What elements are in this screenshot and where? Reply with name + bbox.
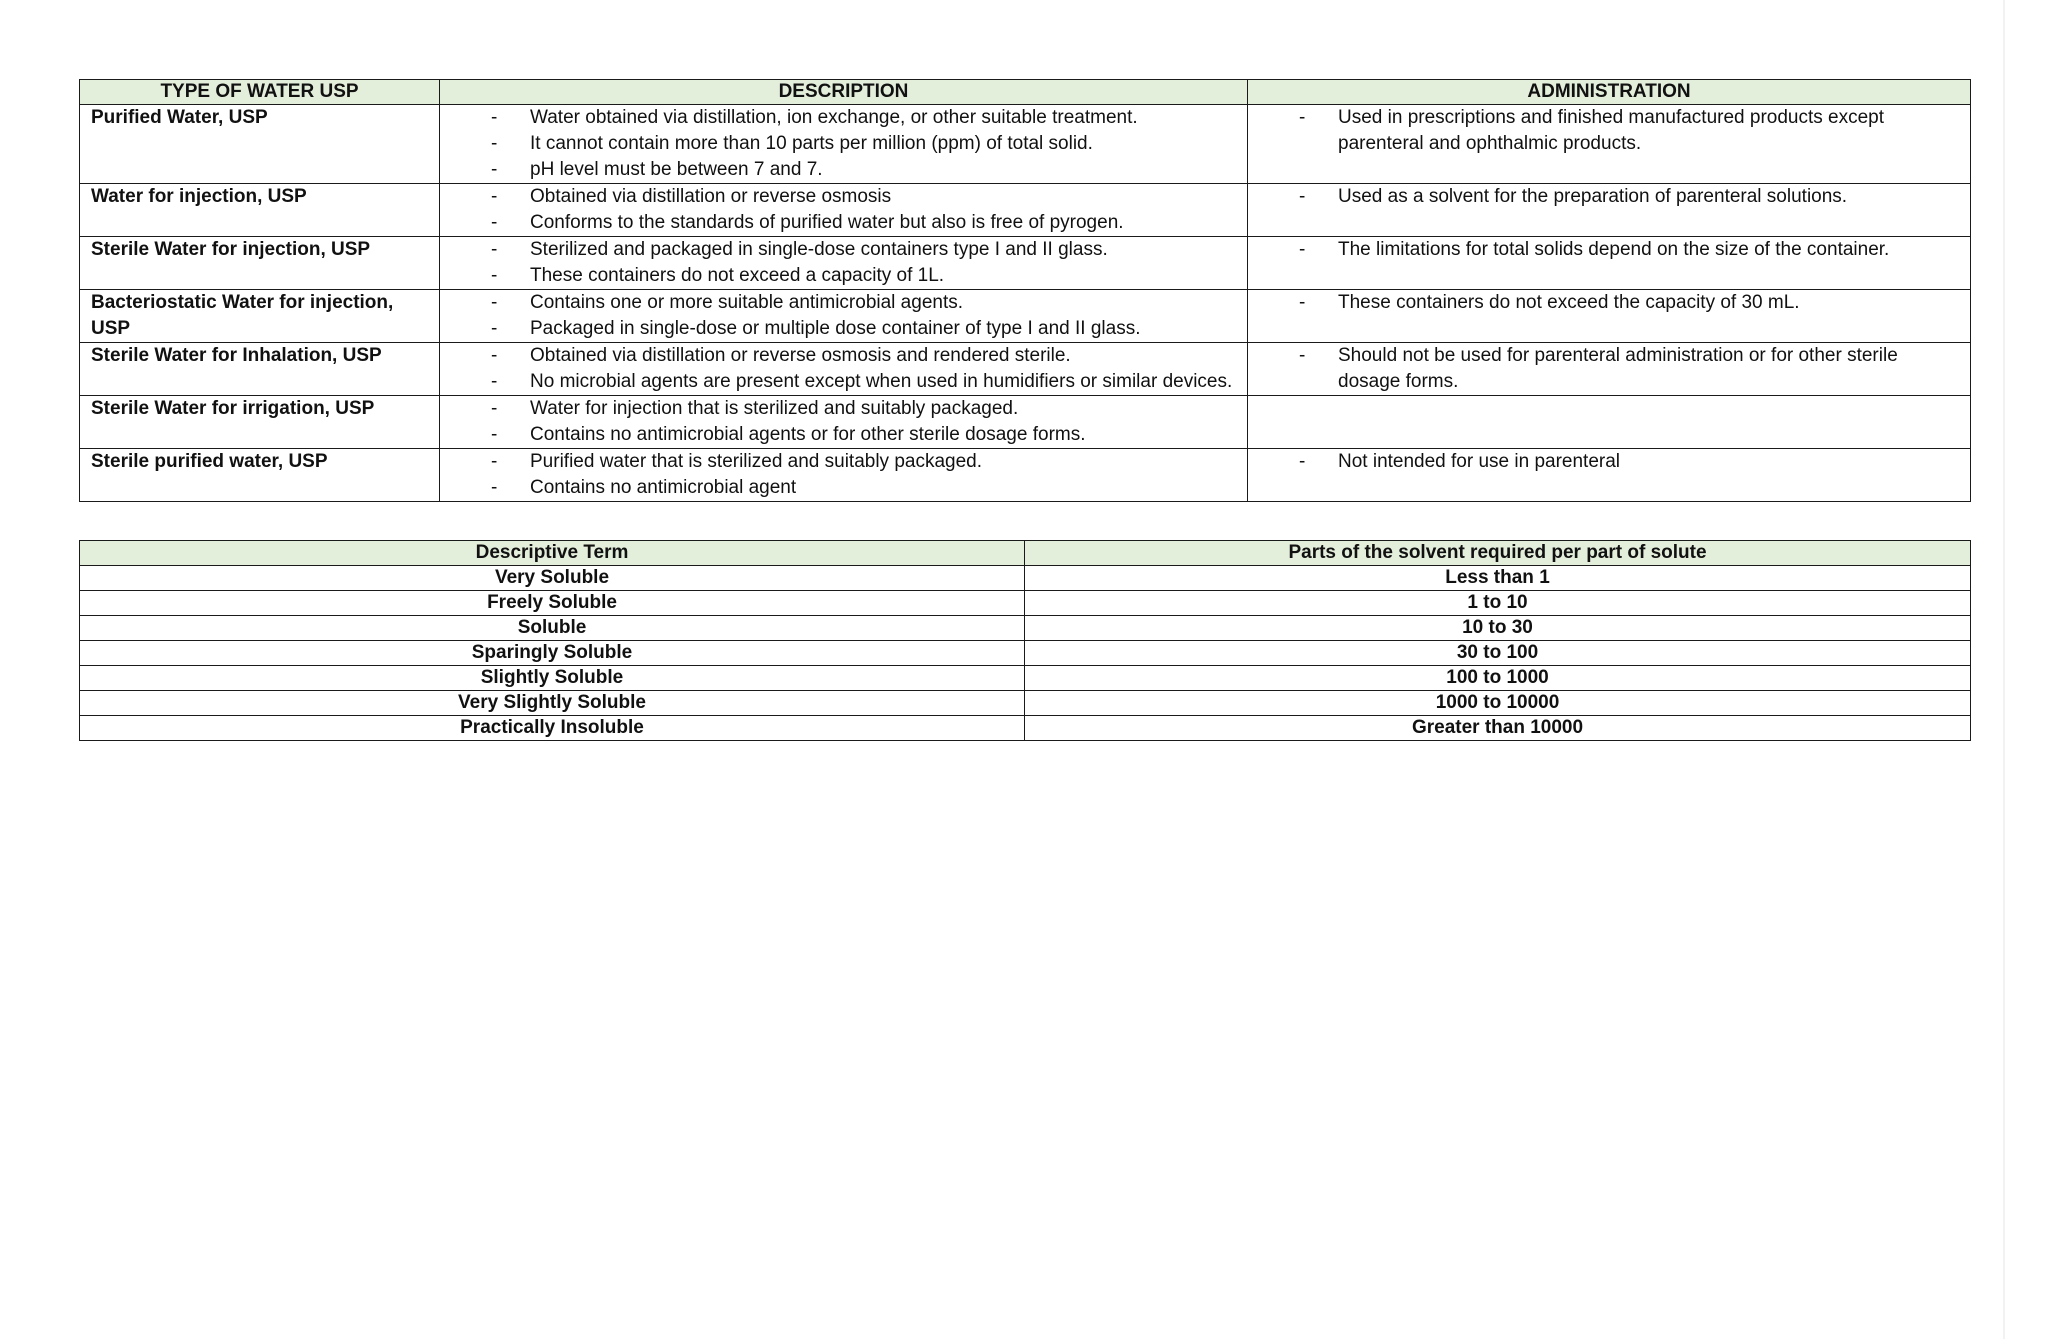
table-row	[80, 591, 1971, 616]
table-row	[80, 691, 1971, 716]
description-item: - Packaged in single-dose or multiple dose container of type I and II glass.	[440, 316, 1247, 342]
parts-of-solvent: 100 to 1000	[1025, 666, 1971, 691]
description-item: - It cannot contain more than 10 parts per million (ppm) of total solid.	[440, 131, 1247, 157]
administration-item: - Used in prescriptions and finished manufactured products except parenteral and ophthalmic products.	[1248, 105, 1970, 157]
solubility-terms-table	[79, 540, 1971, 741]
table-row	[80, 184, 1971, 237]
descriptive-term: Sparingly Soluble	[80, 641, 1025, 666]
description-cell	[440, 396, 1248, 449]
administration-list	[1248, 290, 1970, 316]
administration-cell	[1248, 449, 1971, 502]
water-type-name: Sterile purified water, USP	[80, 449, 440, 502]
administration-cell	[1248, 237, 1971, 290]
table-row	[80, 343, 1971, 396]
description-cell	[440, 290, 1248, 343]
description-item: - Purified water that is sterilized and suitably packaged.	[440, 449, 1247, 475]
description-cell	[440, 184, 1248, 237]
parts-of-solvent: 10 to 30	[1025, 616, 1971, 641]
description-list	[440, 184, 1247, 236]
description-item: - Obtained via distillation or reverse osmosis and rendered sterile.	[440, 343, 1247, 369]
description-cell	[440, 449, 1248, 502]
descriptive-term: Slightly Soluble	[80, 666, 1025, 691]
administration-list	[1248, 105, 1970, 157]
descriptive-term: Very Slightly Soluble	[80, 691, 1025, 716]
description-item: - Sterilized and packaged in single-dose containers type I and II glass.	[440, 237, 1247, 263]
table-row	[80, 666, 1971, 691]
description-item: - No microbial agents are present except when used in humidifiers or similar devices.	[440, 369, 1247, 395]
description-item: - Contains no antimicrobial agents or for other sterile dosage forms.	[440, 422, 1247, 448]
header-description: DESCRIPTION	[440, 80, 1248, 105]
description-list	[440, 449, 1247, 501]
water-types-table	[79, 79, 1971, 502]
description-item: - pH level must be between 7 and 7.	[440, 157, 1247, 183]
water-type-name: Sterile Water for injection, USP	[80, 237, 440, 290]
descriptive-term: Soluble	[80, 616, 1025, 641]
table-row	[80, 105, 1971, 184]
parts-of-solvent: 1000 to 10000	[1025, 691, 1971, 716]
administration-item: - Should not be used for parenteral administration or for other sterile dosage forms.	[1248, 343, 1970, 395]
administration-item: - These containers do not exceed the capacity of 30 mL.	[1248, 290, 1970, 316]
description-cell	[440, 237, 1248, 290]
water-type-name: Water for injection, USP	[80, 184, 440, 237]
description-list	[440, 396, 1247, 448]
administration-list	[1248, 237, 1970, 263]
description-list	[440, 343, 1247, 395]
administration-item: - Used as a solvent for the preparation of parenteral solutions.	[1248, 184, 1970, 210]
table-row	[80, 396, 1971, 449]
table-row	[80, 290, 1971, 343]
descriptive-term: Very Soluble	[80, 566, 1025, 591]
water-type-name: Purified Water, USP	[80, 105, 440, 184]
water-type-name: Sterile Water for Inhalation, USP	[80, 343, 440, 396]
description-cell	[440, 343, 1248, 396]
description-item: - Contains no antimicrobial agent	[440, 475, 1247, 501]
parts-of-solvent: 30 to 100	[1025, 641, 1971, 666]
page-edge-divider	[2003, 0, 2005, 1339]
parts-of-solvent: 1 to 10	[1025, 591, 1971, 616]
table-row	[80, 449, 1971, 502]
administration-list	[1248, 343, 1970, 395]
descriptive-term: Freely Soluble	[80, 591, 1025, 616]
administration-list	[1248, 184, 1970, 210]
description-item: - Water for injection that is sterilized and suitably packaged.	[440, 396, 1247, 422]
header-parts-of-solvent: Parts of the solvent required per part of solute	[1025, 541, 1971, 566]
administration-cell	[1248, 290, 1971, 343]
solubility-table-header-row	[80, 541, 1971, 566]
administration-cell	[1248, 105, 1971, 184]
description-item: - Water obtained via distillation, ion exchange, or other suitable treatment.	[440, 105, 1247, 131]
table-row	[80, 641, 1971, 666]
administration-item: - Not intended for use in parenteral	[1248, 449, 1970, 475]
descriptive-term: Practically Insoluble	[80, 716, 1025, 741]
header-type-of-water: TYPE OF WATER USP	[80, 80, 440, 105]
description-list	[440, 290, 1247, 342]
description-item: - Conforms to the standards of purified water but also is free of pyrogen.	[440, 210, 1247, 236]
administration-cell	[1248, 343, 1971, 396]
parts-of-solvent: Greater than 10000	[1025, 716, 1971, 741]
table-row	[80, 716, 1971, 741]
header-administration: ADMINISTRATION	[1248, 80, 1971, 105]
administration-cell-empty	[1248, 396, 1971, 449]
description-item: - Obtained via distillation or reverse osmosis	[440, 184, 1247, 210]
water-table-header-row	[80, 80, 1971, 105]
header-descriptive-term: Descriptive Term	[80, 541, 1025, 566]
table-row	[80, 566, 1971, 591]
description-item: - Contains one or more suitable antimicrobial agents.	[440, 290, 1247, 316]
administration-list	[1248, 449, 1970, 475]
description-list	[440, 105, 1247, 183]
administration-item: - The limitations for total solids depend on the size of the container.	[1248, 237, 1970, 263]
water-type-name: Sterile Water for irrigation, USP	[80, 396, 440, 449]
description-item: - These containers do not exceed a capacity of 1L.	[440, 263, 1247, 289]
table-row	[80, 237, 1971, 290]
water-type-name: Bacteriostatic Water for injection, USP	[80, 290, 440, 343]
description-list	[440, 237, 1247, 289]
table-row	[80, 616, 1971, 641]
parts-of-solvent: Less than 1	[1025, 566, 1971, 591]
administration-cell	[1248, 184, 1971, 237]
description-cell	[440, 105, 1248, 184]
